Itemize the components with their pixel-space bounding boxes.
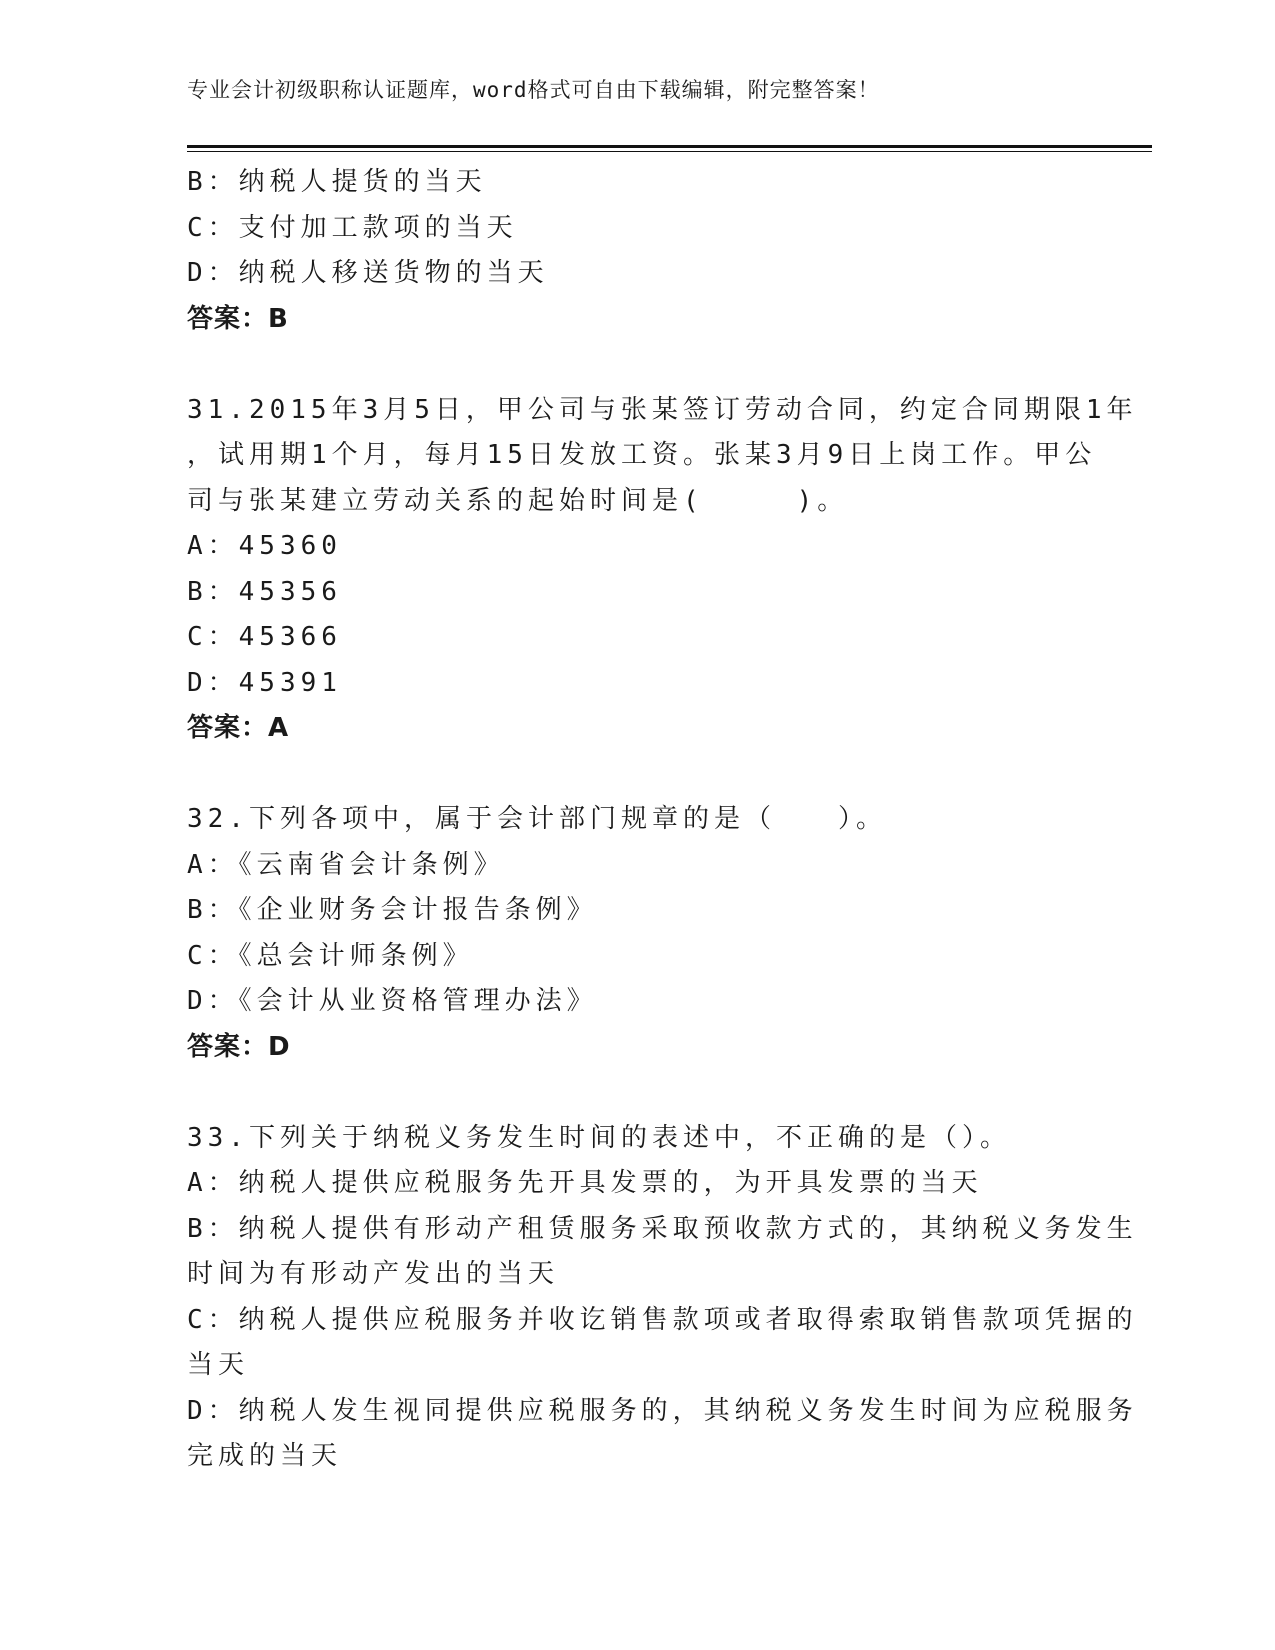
- option-d: D：《会计从业资格管理办法》: [187, 986, 598, 1016]
- option-c: C：45366: [187, 622, 342, 652]
- option-c: C：纳税人提供应税服务并收讫销售款项或者取得索取销售款项凭据的: [187, 1304, 1138, 1335]
- question-block: [187, 160, 1087, 342]
- option-a: A：纳税人提供应税服务先开具发票的，为开具发票的当天: [187, 1168, 983, 1198]
- question-text: 司与张某建立劳动关系的起始时间是( )。: [187, 485, 849, 516]
- option-d-continued: 完成的当天: [187, 1441, 343, 1471]
- option-d: D：纳税人移送货物的当天: [187, 258, 549, 288]
- question-content: [187, 160, 1138, 1480]
- option-b: B：《企业财务会计报告条例》: [187, 895, 598, 925]
- answer-line: 答案：D: [187, 1031, 291, 1062]
- question-text: 33.下列关于纳税义务发生时间的表述中，不正确的是（）。: [187, 1122, 1011, 1153]
- spacer: [187, 1070, 1087, 1116]
- question-text: 31.2015年3月5日，甲公司与张某签订劳动合同，约定合同期限1年: [187, 394, 1138, 425]
- spacer: [187, 752, 1087, 798]
- option-b: B：45356: [187, 576, 342, 607]
- header-rule-thin: [187, 151, 1152, 152]
- option-c-continued: 当天: [187, 1350, 250, 1380]
- option-c: C：支付加工款项的当天: [187, 212, 518, 243]
- question-block: [187, 1116, 1138, 1480]
- question-text: ，试用期1个月，每月15日发放工资。张某3月9日上岗工作。甲公: [187, 440, 1097, 470]
- spacer: [187, 342, 1087, 388]
- option-b: B：纳税人提供有形动产租赁服务采取预收款方式的，其纳税义务发生: [187, 1213, 1138, 1244]
- option-b-continued: 时间为有形动产发出的当天: [187, 1259, 560, 1289]
- option-d: D：45391: [187, 667, 342, 698]
- option-d: D：纳税人发生视同提供应税服务的，其纳税义务发生时间为应税服务: [187, 1395, 1138, 1426]
- header-rule-thick: [187, 145, 1152, 148]
- option-a: A：《云南省会计条例》: [187, 849, 505, 880]
- answer-line: 答案：B: [187, 303, 289, 334]
- option-c: C：《总会计师条例》: [187, 940, 474, 971]
- answer-line: 答案：A: [187, 713, 290, 743]
- option-a: A：45360: [187, 531, 342, 561]
- question-block: [187, 388, 1138, 752]
- option-b: B：纳税人提货的当天: [187, 167, 487, 197]
- question-text: 32.下列各项中，属于会计部门规章的是（ ）。: [187, 804, 887, 834]
- page-header: 专业会计初级职称认证题库，word格式可自由下载编辑，附完整答案！: [187, 78, 880, 102]
- question-block: [187, 797, 1087, 1070]
